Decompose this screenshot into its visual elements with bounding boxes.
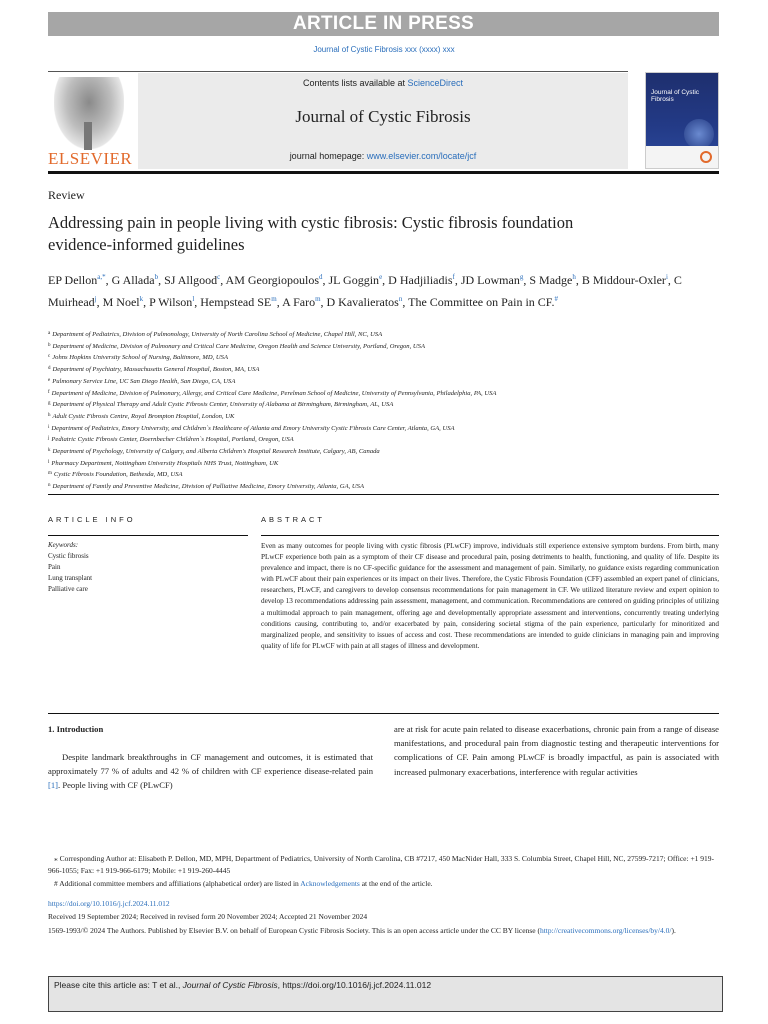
keywords-label: Keywords: [48, 541, 79, 549]
abstract-rule [261, 535, 719, 536]
author-name[interactable]: Hempstead SE [200, 294, 272, 309]
homepage-prefix: journal homepage: [289, 151, 367, 161]
author-affiliation-marker[interactable]: b [154, 273, 159, 281]
article-title: Addressing pain in people living with cystic fibrosis: Cystic fibrosis foundation evidence-informed guidelines [48, 213, 574, 254]
cite-prefix: Please cite this article as: T et al., [54, 980, 183, 990]
article-info-heading: ARTICLE INFO [48, 515, 136, 524]
contents-prefix: Contents lists available at [302, 78, 408, 88]
author-name[interactable]: S Madge [529, 273, 573, 287]
author-affiliation-marker[interactable]: m [271, 294, 277, 303]
affiliation-marker: g [48, 401, 51, 407]
affiliation-item: $^k$ Department of Psychology, University of Calgary, and Alberta Children's Hospital Research Institute, Calgary, AB, Canada [48, 448, 380, 456]
affiliation-marker: k [48, 448, 51, 454]
cover-title: Journal of Cystic Fibrosis [651, 89, 700, 103]
affiliation-item: $^m$ Cystic Fibrosis Foundation, Bethesda, MD, USA [48, 471, 183, 479]
introduction-heading: 1. Introduction [48, 724, 104, 734]
committee-footnote: # Additional committee members and affiliations (alphabetical order) are listed in Acknowledgements at the end of the article. [54, 879, 433, 888]
cite-suffix: , https://doi.org/10.1016/j.jcf.2024.11.012 [277, 980, 432, 990]
affiliation-marker: l [48, 459, 50, 465]
affiliation-marker: n [48, 483, 51, 489]
publisher-name: ELSEVIER [48, 149, 133, 168]
journal-cover-image[interactable] [645, 72, 719, 169]
author-affiliation-marker[interactable]: g [519, 273, 524, 281]
sciencedirect-link[interactable]: ScienceDirect [407, 78, 464, 88]
intro-left-text-end: . People living with CF (PLwCF) [58, 780, 173, 791]
corresponding-text: Corresponding Author at: Elisabeth P. Dellon, MD, MPH, Department of Pediatrics, University of North Carolina, CB #7217, 450 MacNider Hall, 333 S. Columbia Street, Chapel Hill, NC, 27599-7217; Office: +1 919-966-1055; Fax: +1 919-966-6179; Mobile: +1 919-260-4445 [48, 854, 715, 875]
reference-link[interactable]: [1] [48, 780, 59, 791]
affiliation-item: $^b$ Department of Medicine, Division of Pulmonary and Critical Care Medicine, Oregon Health and Science University, Portland, Oregon, USA [48, 342, 425, 350]
author-affiliation-marker[interactable]: a,* [97, 273, 106, 281]
author-affiliation-marker[interactable]: l [192, 294, 195, 303]
author-name[interactable]: P Wilson [149, 294, 193, 309]
author-name[interactable]: D Hadjiliadis [388, 273, 453, 287]
author-name[interactable]: A Faro [282, 294, 316, 309]
affiliation-marker: h [48, 412, 51, 418]
affiliation-item: $^c$ Johns Hopkins University School of Nursing, Baltimore, MD, USA [48, 354, 228, 362]
affiliation-item: $^j$ Pediatric Cystic Fibrosis Center, Doernbecher Children`s Hospital, Portland, Oregon, USA [48, 436, 294, 444]
affiliation-marker: e [48, 377, 51, 383]
author-affiliation-marker[interactable]: c [217, 273, 221, 281]
license-link[interactable]: http://creativecommons.org/licenses/by/4.0/ [539, 926, 672, 935]
keyword-item: Pain [48, 563, 61, 571]
license-text: 1569-1993/© 2024 The Authors. Published by Elsevier B.V. on behalf of European Cystic Fibrosis Society. This is an open access article under the CC BY license ( [48, 926, 540, 935]
author-affiliation-marker[interactable]: j [94, 294, 97, 303]
author-name[interactable]: G Allada [111, 273, 155, 287]
affiliation-marker: b [48, 342, 51, 348]
doi-link[interactable]: https://doi.org/10.1016/j.jcf.2024.11.012 [48, 899, 170, 908]
received-dates: Received 19 September 2024; Received in revised form 20 November 2024; Accepted 21 November 2024 [48, 912, 368, 921]
affiliation-marker: m [48, 471, 52, 477]
affiliation-item: $^d$ Department of Psychiatry, Massachusetts General Hospital, Boston, MA, USA [48, 366, 260, 374]
author-affiliation-marker[interactable]: n [398, 294, 403, 303]
affiliation-marker: f [48, 389, 50, 395]
author-affiliation-marker[interactable]: i [665, 273, 668, 281]
citation-box [48, 976, 723, 1012]
author-name[interactable]: SJ Allgood [164, 273, 218, 287]
journal-header-box [138, 73, 628, 169]
section-divider [48, 494, 719, 495]
affiliation-item: $^g$ Department of Physical Therapy and Adult Cystic Fibrosis Center, University of Alabama at Birmingham, Birmingham, AL, USA [48, 401, 394, 409]
abstract-text: Even as many outcomes for people living with cystic fibrosis (PLwCF) improve, individuals still experience extensive symptom burdens. From birth, many PLwCF experience both pain as a symptom of their CF disease and procedural pain, posing detriments to health, functioning, and quality of life. Despite its prevalence and impact, there is no CF-specific guidance for the assessment and management of pain. Similarly, no guidance exists regarding communication with PLwCF about their pain experiences or its impact on their lives. Therefore, the Cystic Fibrosis Foundation (CFF) assembled an expert panel of clinicians, researchers, PLwCF, and caregivers to develop consensus recommendations for pain management in CF. We utilized literature review and expert opinion to develop 13 recommendations addressing pain assessment, management, and communication. Recommendations are centered on guiding principles of utilizing a multimodal approach to pain management, offering age and developmentally appropriate assessment and interventions, concurrently treating underlying conditions causing, contributing to, and/or exacerbated by pain, considering societal stigma of the pain experience, particularly for minoritized and marginalized people, and sensitivity to issues of access and cost. These recommendations are intended to guide clinicians in managing pain and improving quality of life for PLwCF with pain at all stages of illness and development. [261, 542, 719, 650]
journal-reference[interactable]: Journal of Cystic Fibrosis xxx (xxxx) xxx [313, 45, 455, 54]
affiliation-marker: j [48, 436, 50, 442]
author-affiliation-marker[interactable]: f [452, 273, 455, 281]
affiliation-item: $^f$ Department of Medicine, Division of Pulmonary, Allergy, and Critical Care Medicine, Perelman School of Medicine, University of Pennsylvania, Philadelphia, PA, USA [48, 389, 497, 397]
committee-prefix: Additional committee members and affiliations (alphabetical order) are listed in [59, 879, 301, 888]
journal-title: Journal of Cystic Fibrosis [295, 107, 471, 126]
license-statement [48, 925, 719, 937]
affiliation-item: $^a$ Department of Pediatrics, Division of Pulmonology, University of North Carolina School of Medicine, Chapel Hill, NC, USA [48, 331, 383, 338]
abstract-bottom-rule [48, 713, 719, 714]
homepage-line [138, 151, 628, 161]
contents-line [138, 78, 628, 88]
cite-journal: Journal of Cystic Fibrosis [182, 980, 278, 990]
cover-logo-icon [700, 151, 712, 163]
author-affiliation-marker[interactable]: h [572, 273, 576, 281]
tree-trunk [84, 122, 92, 150]
affiliation-item: $^i$ Department of Pediatrics, Emory University, and Children`s Healthcare of Atlanta and Emory University Cystic Fibrosis Care Center, Atlanta, GA, USA [48, 424, 455, 432]
affiliation-item: $^h$ Adult Cystic Fibrosis Centre, Royal Brompton Hospital, London, UK [48, 412, 235, 420]
header-divider [48, 71, 628, 72]
keyword-item: Palliative care [48, 585, 88, 593]
license-end: ). [671, 926, 676, 935]
article-in-press-banner: ARTICLE IN PRESS [48, 12, 719, 36]
author-affiliation-marker[interactable]: m [315, 294, 321, 303]
author-affiliation-marker[interactable]: # [554, 294, 558, 303]
committee-suffix: at the end of the article. [359, 879, 433, 888]
author-affiliation-marker[interactable]: e [379, 273, 383, 281]
elsevier-logo[interactable] [48, 77, 133, 169]
acknowledgements-link[interactable]: Acknowledgements [300, 879, 360, 888]
article-type: Review [48, 188, 85, 202]
affiliation-item: $^l$ Pharmacy Department, Nottingham University Hospitals NHS Trust, Nottingham, UK [48, 459, 279, 467]
keyword-item: Cystic fibrosis [48, 552, 89, 560]
affiliation-list [48, 329, 708, 493]
affiliation-marker: a [48, 331, 51, 336]
keyword-item: Lung transplant [48, 574, 93, 582]
header-thick-rule [48, 171, 719, 174]
author-name[interactable]: D Kavalieratos [326, 294, 399, 309]
intro-left-column [48, 750, 373, 793]
author-name[interactable]: AM Georgiopoulos [225, 273, 319, 287]
cover-graphic [684, 119, 714, 149]
affiliation-item: $^n$ Department of Family and Preventive Medicine, Division of Palliative Medicine, Emory University, Atlanta, GA, USA [48, 483, 364, 491]
author-name[interactable]: C Muirhead [48, 273, 682, 309]
abstract-heading: ABSTRACT [261, 515, 326, 524]
affiliation-marker: c [48, 354, 51, 360]
affiliation-item: $^e$ Pulmonary Service Line, UC San Diego Health, San Diego, CA, USA [48, 377, 236, 385]
affiliation-marker: i [48, 424, 50, 430]
corresponding-author-footnote: ⁎ Corresponding Author at: Elisabeth P. Dellon, MD, MPH, Department of Pediatrics, University of North Carolina, CB #7217, 450 MacNider Hall, 333 S. Columbia Street, Chapel Hill, NC, 27599-7217; Office: +1 919-966-1055; Fax: +1 919-966-6179; Mobile: +1 919-260-4445 [48, 854, 715, 875]
author-list: EP Dellon$^{a,*}$, G Allada$^b$, SJ Allgood$^c$, AM Georgiopoulos$^d$, JL Goggin$^e$, D Hadjiliadis$^f$, JD Lowman$^g$, S Madge$^h$, B Middour-Oxler$^i$, C Muirhead$^j$, M Noel$^k$, P Wilson$^l$, Hempstead $SE^m$, A Faro$^m$, D Kavalieratos$^n$, The Committee on Pain in CF.# [48, 273, 682, 309]
author-affiliation-marker[interactable]: d [319, 273, 323, 281]
author-name[interactable]: B Middour-Oxler [581, 273, 666, 287]
author-name[interactable]: EP Dellon [48, 273, 98, 287]
author-affiliation-marker[interactable]: k [139, 294, 144, 303]
article-info-rule [48, 535, 248, 536]
author-name[interactable]: JD Lowman [460, 273, 520, 287]
homepage-link[interactable]: www.elsevier.com/locate/jcf [366, 151, 477, 161]
intro-right-column: are at risk for acute pain related to disease exacerbations, chronic pain from a range of disease manifestations, and procedural pain from diagnostic testing and therapeutic interventions for complications of CF. Pain among PLwCF is broadly impactful, as pain is associated with increased pulmonary exacerbations, interference with regular activities [394, 724, 719, 777]
author-name[interactable]: JL Goggin [328, 273, 380, 287]
intro-left-text: Despite landmark breakthroughs in CF management and outcomes, it is estimated that approximately 77 % of adults and 42 % of children with CF experience disease-related pain [48, 752, 373, 777]
affiliation-marker: d [48, 366, 51, 372]
author-name[interactable]: The Committee on Pain in CF. [408, 294, 555, 309]
author-name[interactable]: M Noel [102, 294, 140, 309]
